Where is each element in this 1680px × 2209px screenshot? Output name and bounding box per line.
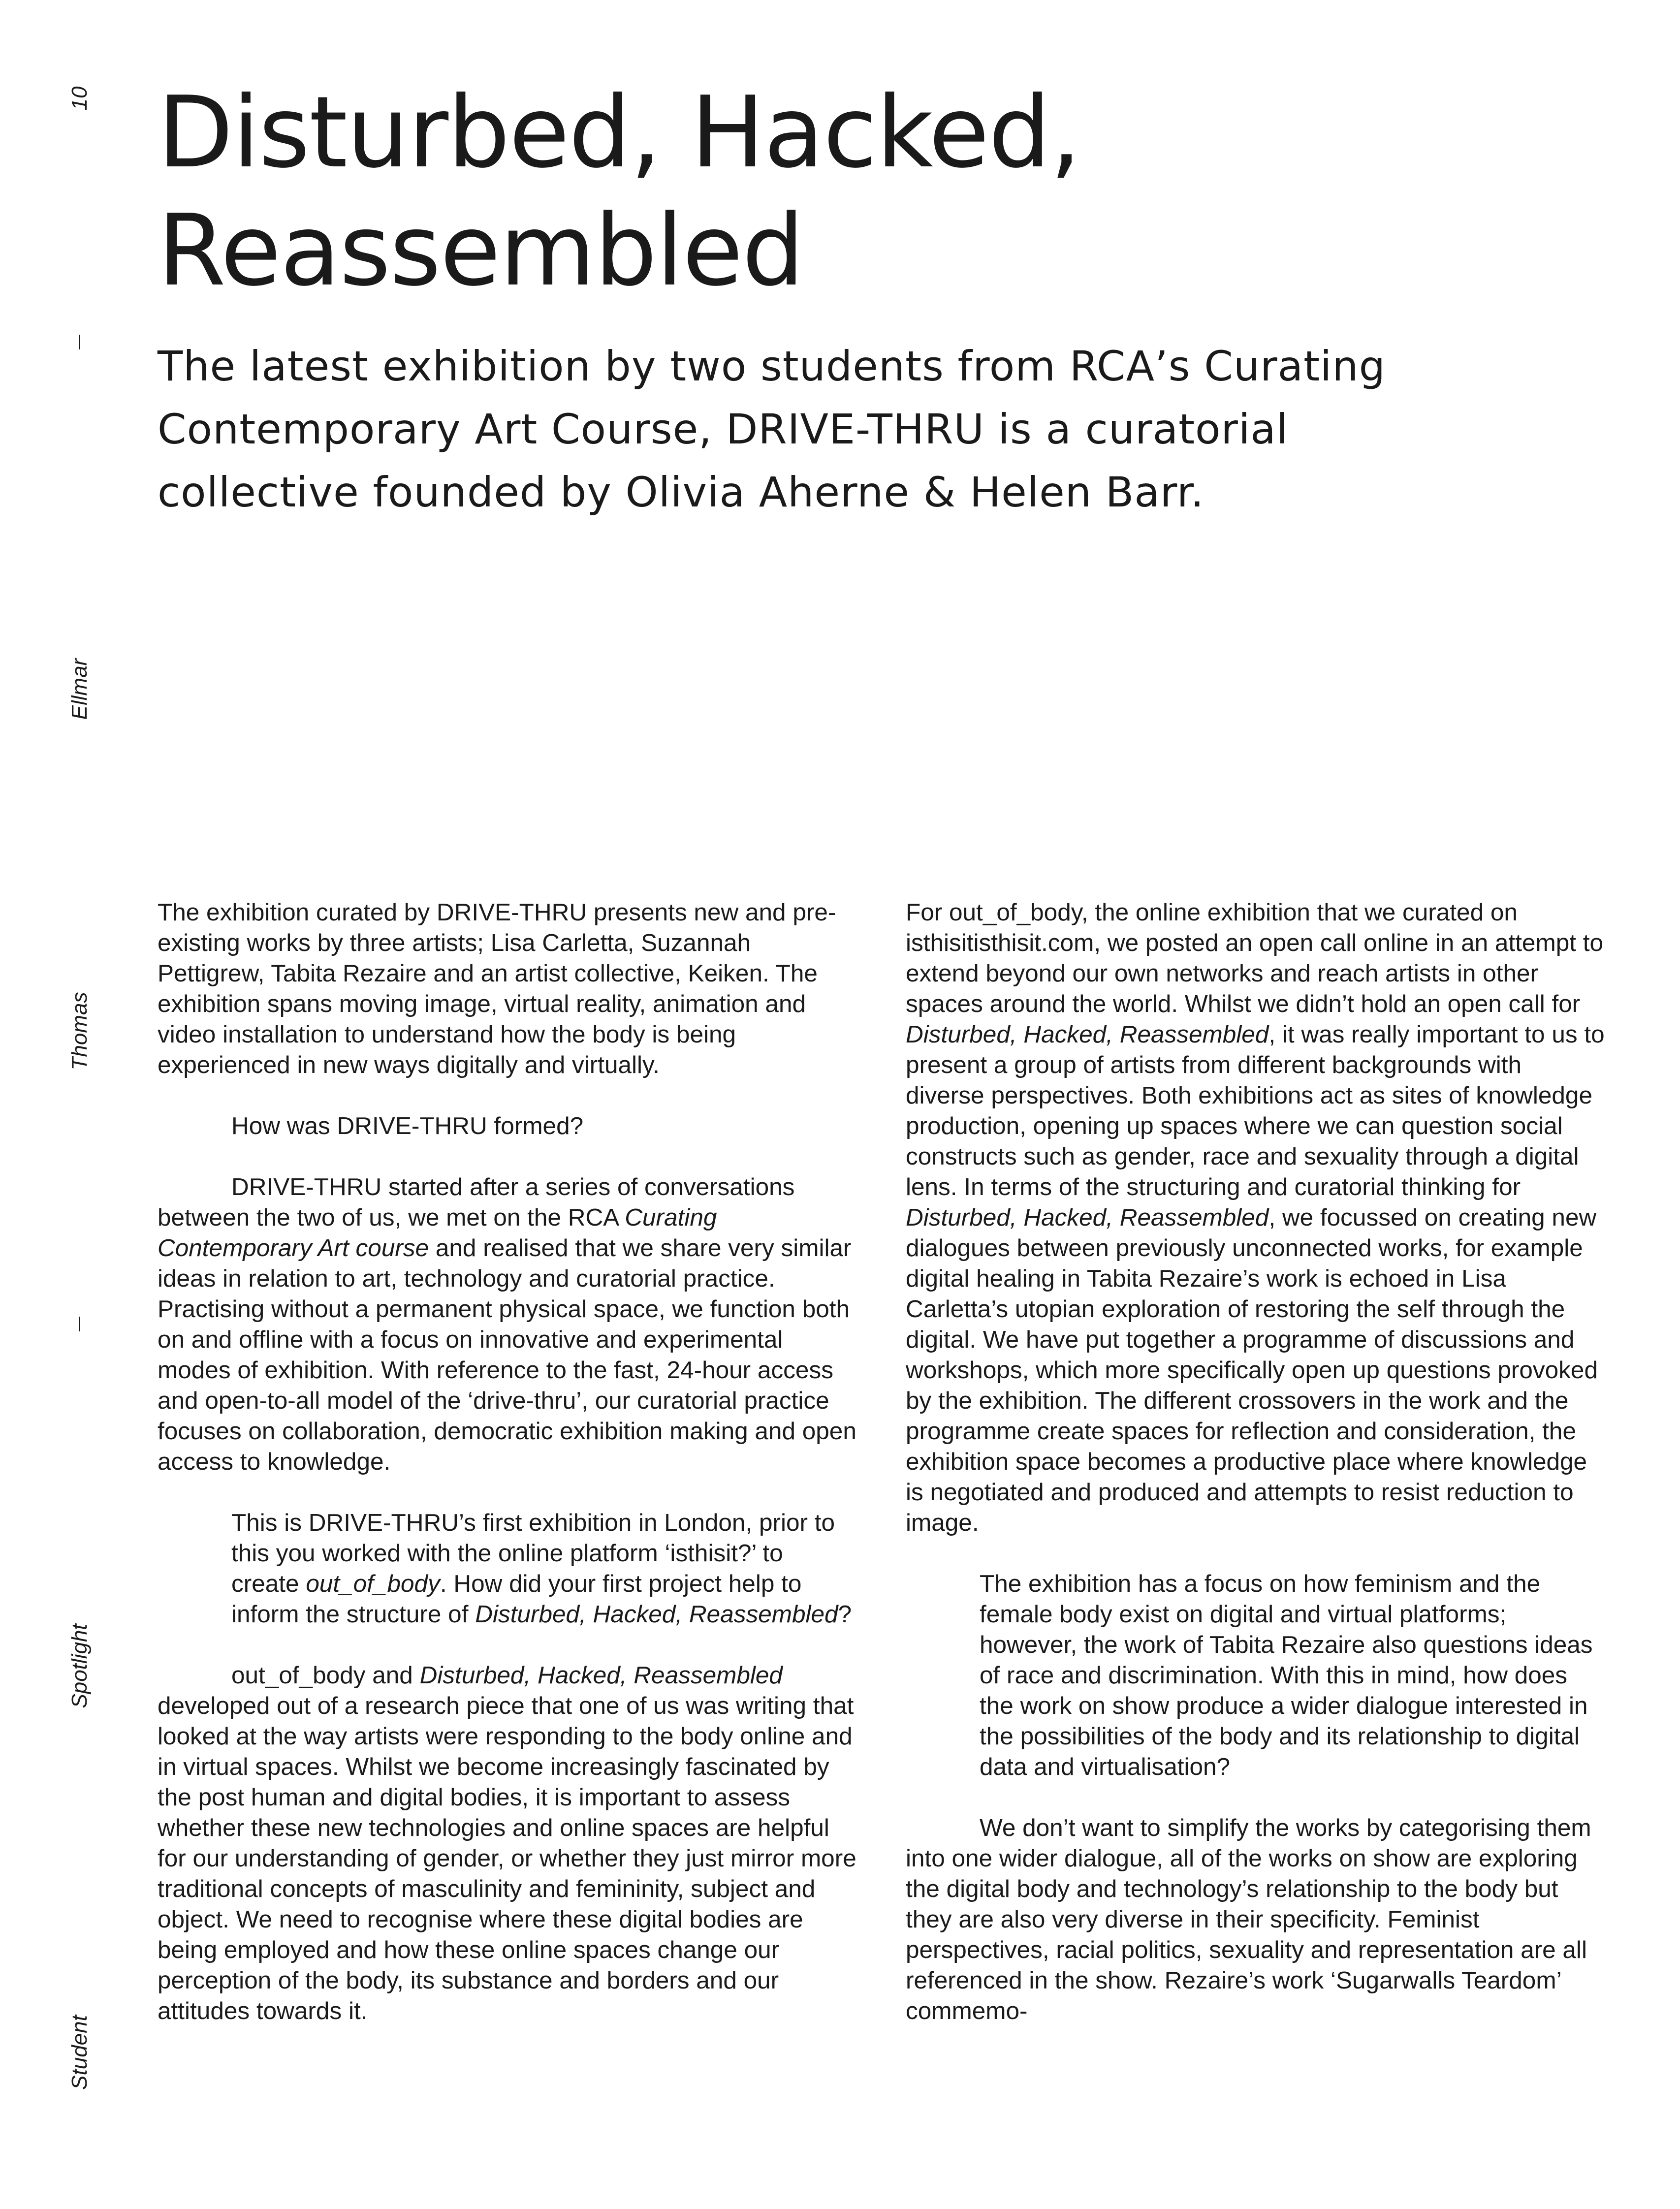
text-run: developed out of a research piece that one of us was writing that looked at the way artists were responding to the body online and in virtual spaces. Whilst we become increasingly fascinated by the post human and digital bodies, it is important to assess whether these new technologies and online spaces are helpful for our understanding of gender, or whether they just mirror more traditional concepts of masculinity and femininity, subject and object. We need to recognise where these digital bodies are being employed and how these online spaces change our perception of the body, its substance and borders and our attitudes towards it.	[158, 1692, 856, 2024]
body-column-right	[906, 897, 1605, 2026]
page-title	[158, 74, 1634, 310]
sidebar-divider	[79, 335, 80, 349]
page-number: 10	[67, 86, 92, 111]
sidebar-word: Student	[67, 2015, 92, 2090]
text-run: DRIVE-THRU started after a series of conversations between the two of us, we met on the RCA	[158, 1173, 795, 1231]
italic-run: Disturbed, Hacked, Reassembled	[475, 1601, 838, 1628]
question-paragraph	[980, 1569, 1605, 1782]
sidebar-word: Ellmar	[67, 658, 92, 720]
sidebar-word: Spotlight	[67, 1624, 92, 1708]
text-run: This is DRIVE-THRU’s first exhibition in London, prior to this you worked with the online platform ‘isthisit?’ to create	[231, 1509, 835, 1597]
italic-run: Disturbed, Hacked, Reassembled	[906, 1204, 1269, 1231]
answer-paragraph	[158, 1660, 856, 2026]
question-paragraph	[231, 1111, 856, 1141]
text-run: The exhibition has a focus on how feminism and the female body exist on digital and virtual platforms; however, the work of Tabita Rezaire also questions ideas of race and discrimination. With this in mind, how does the work on show produce a wider dialogue interested in the possibilities of the body and its relationship to digital data and virtualisation?	[980, 1570, 1593, 1780]
text-run: . How did your first project help to inform the structure of	[231, 1570, 802, 1628]
text-run: How was DRIVE-THRU formed?	[231, 1112, 584, 1139]
text-run: ?	[838, 1601, 852, 1628]
sidebar-word: Thomas	[67, 992, 92, 1071]
subtitle-line: The latest exhibition by two students from RCA’s Curating	[158, 342, 1386, 390]
answer-paragraph	[158, 1172, 856, 1477]
sidebar-divider	[79, 1317, 80, 1331]
intro-paragraph	[158, 897, 856, 1080]
text-run: out_of_body and	[231, 1662, 420, 1689]
text-run: For out_of_body, the online exhibition that we curated on isthisitisthisit.com, we posted an open call online in an attempt to extend beyond our own networks and reach artists in other spaces around the world. Whilst we didn’t hold an open call for	[906, 899, 1604, 1017]
italic-run: Disturbed, Hacked, Reassembled	[906, 1021, 1269, 1048]
text-run: The exhibition curated by DRIVE-THRU presents new and pre-existing works by three artists; Lisa Carletta, Suzannah Pettigrew, Tabita Rezaire and an artist collective, Keiken. The exhibition spans moving image, virtual reality, animation and video installation to understand how the body is being experienced in new ways digitally and virtually.	[158, 899, 836, 1078]
title-line: Disturbed, Hacked,	[158, 75, 1080, 190]
text-run: We don’t want to simplify the works by categorising them into one wider dialogue, all of the works on show are exploring the digital body and technology’s relationship to the body but they are also very diverse in their specificity. Feminist perspectives, racial politics, sexuality and representation are all referenced in the show. Rezaire’s work ‘Sugarwalls Teardom’ commemo-	[906, 1814, 1591, 2024]
subtitle	[158, 335, 1526, 524]
text-run: , we focussed on creating new dialogues between previously unconnected works, for example digital healing in Tabita Rezaire’s work is echoed in Lisa Carletta’s utopian exploration of restoring the self through the digital. We have put together a programme of discussions and workshops, which more specifically open up questions provoked by the exhibition. The different crossovers in the work and the programme create spaces for reflection and consideration, the exhibition space becomes a productive place where knowledge is negotiated and produced and attempts to resist reduction to image.	[906, 1204, 1598, 1536]
subtitle-line: collective founded by Olivia Aherne & Helen Barr.	[158, 468, 1205, 516]
italic-run: out_of_body	[306, 1570, 440, 1597]
title-line: Reassembled	[158, 193, 804, 308]
text-run: , it was really important to us to present a group of artists from different backgrounds with diverse perspectives. Both exhibitions act as sites of knowledge production, opening up spaces where we can question social constructs such as gender, race and sexuality through a digital lens. In terms of the structuring and curatorial thinking for	[906, 1021, 1605, 1200]
continuation-paragraph	[906, 897, 1605, 1538]
text-run: and realised that we share very similar ideas in relation to art, technology and curatorial practice. Practising without a permanent physical space, we function both on and offline with a focus on innovative and experimental modes of exhibition. With reference to the fast, 24-hour access and open-to-all model of the ‘drive-thru’, our curatorial practice focuses on collaboration, democratic exhibition making and open access to knowledge.	[158, 1234, 856, 1475]
answer-paragraph	[906, 1813, 1605, 2026]
sidebar	[0, 0, 148, 2209]
body-column-left	[158, 897, 856, 2026]
question-paragraph	[231, 1508, 856, 1630]
subtitle-line: Contemporary Art Course, DRIVE-THRU is a curatorial	[158, 405, 1289, 453]
italic-run: Disturbed, Hacked, Reassembled	[419, 1662, 783, 1689]
italic-run: Curating Contemporary Art course	[158, 1204, 717, 1262]
